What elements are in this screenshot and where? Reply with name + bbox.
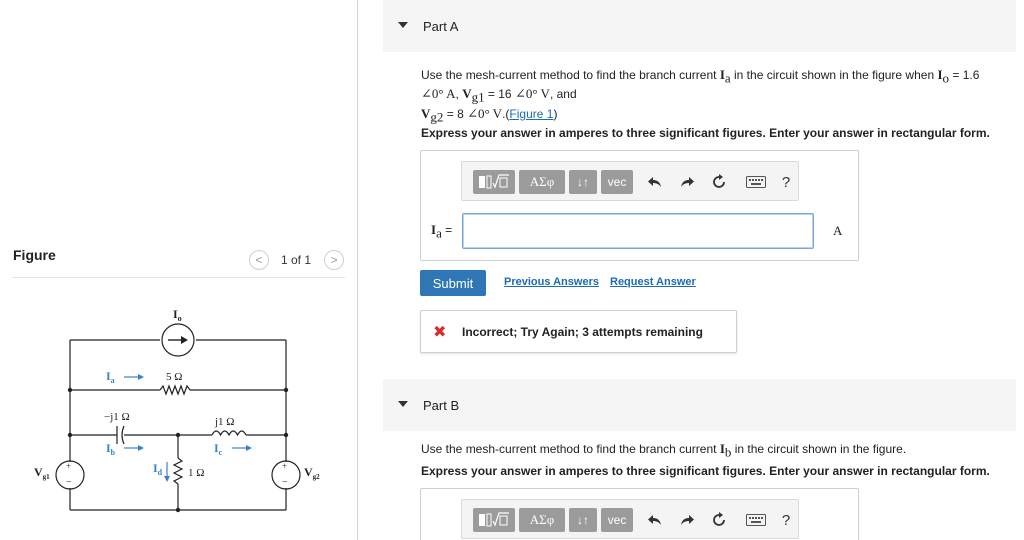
unit-label: A xyxy=(833,223,843,238)
keyboard-icon[interactable] xyxy=(743,508,769,532)
label-vg2: $V_{g2}$ xyxy=(304,465,320,481)
part-a-header[interactable] xyxy=(383,0,1016,52)
label-ib: $I_b$ xyxy=(106,441,116,457)
submit-button[interactable]: Submit xyxy=(420,270,486,296)
part-b-title: Part B xyxy=(423,398,460,413)
vector-button[interactable]: vec xyxy=(601,508,633,532)
label-cap: −j1 Ω xyxy=(104,411,130,423)
label-ind: j1 Ω xyxy=(215,416,235,428)
figure-link[interactable]: Figure 1 xyxy=(509,106,554,121)
vg2-plus: + xyxy=(282,461,288,471)
math-toolbar xyxy=(461,499,799,539)
figure-divider xyxy=(12,277,345,278)
problem-pane xyxy=(358,0,1024,540)
templates-button[interactable] xyxy=(473,508,515,532)
keyboard-icon[interactable] xyxy=(743,170,769,194)
templates-button[interactable] xyxy=(473,170,515,194)
label-r5: 5 Ω xyxy=(166,371,183,383)
part-a-instruction: Express your answer in amperes to three significant figures. Enter your answer in rectangular form. xyxy=(421,126,990,140)
part-b-instruction: Express your answer in amperes to three significant figures. Enter your answer in rectangular form. xyxy=(421,464,990,478)
help-icon[interactable]: ? xyxy=(781,511,791,529)
circuit-diagram xyxy=(0,290,350,530)
templates-icon xyxy=(477,173,511,191)
error-x-icon: ✖ xyxy=(433,324,447,341)
previous-answers-link[interactable]: Previous Answers xyxy=(504,276,599,288)
pager-next-button[interactable]: > xyxy=(324,250,344,270)
feedback-text: Incorrect; Try Again; 3 attempts remaining xyxy=(462,325,703,339)
vg2-minus: − xyxy=(282,477,288,488)
label-ic: $I_c$ xyxy=(214,441,223,457)
collapse-caret-icon[interactable] xyxy=(398,22,408,28)
help-icon[interactable]: ? xyxy=(781,173,791,191)
vector-button[interactable]: vec xyxy=(601,170,633,194)
math-toolbar xyxy=(461,161,799,201)
figure-heading: Figure xyxy=(13,247,56,263)
reset-icon[interactable] xyxy=(708,170,730,194)
label-r1: 1 Ω xyxy=(188,467,205,479)
arrows-button[interactable]: ↓↑ xyxy=(569,170,597,194)
label-ia: $I_a$ xyxy=(106,369,115,385)
collapse-caret-icon[interactable] xyxy=(398,401,408,407)
label-io: $I_o$ xyxy=(173,307,182,323)
label-vg1: $V_{g1}$ xyxy=(34,465,50,481)
reset-icon[interactable] xyxy=(708,508,730,532)
arrows-button[interactable]: ↓↑ xyxy=(569,508,597,532)
label-id: $I_d$ xyxy=(153,461,163,477)
part-a-question: Use the mesh-current method to find the branch current $I_a$ in the circuit shown in the figure when $I_o = 1.6$ ∠0° A, $V_{g1} = 16$ ∠0° V, and $V_{g2} = 8$ ∠0° V.(Figure 1) xyxy=(421,67,980,125)
undo-icon[interactable] xyxy=(644,170,666,194)
greek-symbols-button[interactable]: ΑΣφ xyxy=(519,508,565,532)
part-b-answer-box xyxy=(420,488,859,540)
templates-icon xyxy=(477,511,511,529)
redo-icon[interactable] xyxy=(676,508,698,532)
answer-label: $I_a$ = xyxy=(431,222,453,241)
part-a-title: Part A xyxy=(423,19,459,34)
part-b-header[interactable] xyxy=(383,379,1016,431)
pager-prev-button[interactable]: < xyxy=(249,250,269,270)
vg1-minus: − xyxy=(66,477,72,488)
redo-icon[interactable] xyxy=(676,170,698,194)
feedback-box xyxy=(420,310,737,353)
part-a-answer-box xyxy=(420,150,859,261)
figure-pane xyxy=(0,0,358,540)
pager-text: 1 of 1 xyxy=(281,253,312,267)
answer-input[interactable] xyxy=(462,213,814,249)
undo-icon[interactable] xyxy=(644,508,666,532)
vg1-plus: + xyxy=(66,461,72,471)
greek-symbols-button[interactable]: ΑΣφ xyxy=(519,170,565,194)
part-b-question: Use the mesh-current method to find the branch current $I_b$ in the circuit shown in the figure. xyxy=(421,441,907,460)
request-answer-link[interactable]: Request Answer xyxy=(610,276,696,288)
